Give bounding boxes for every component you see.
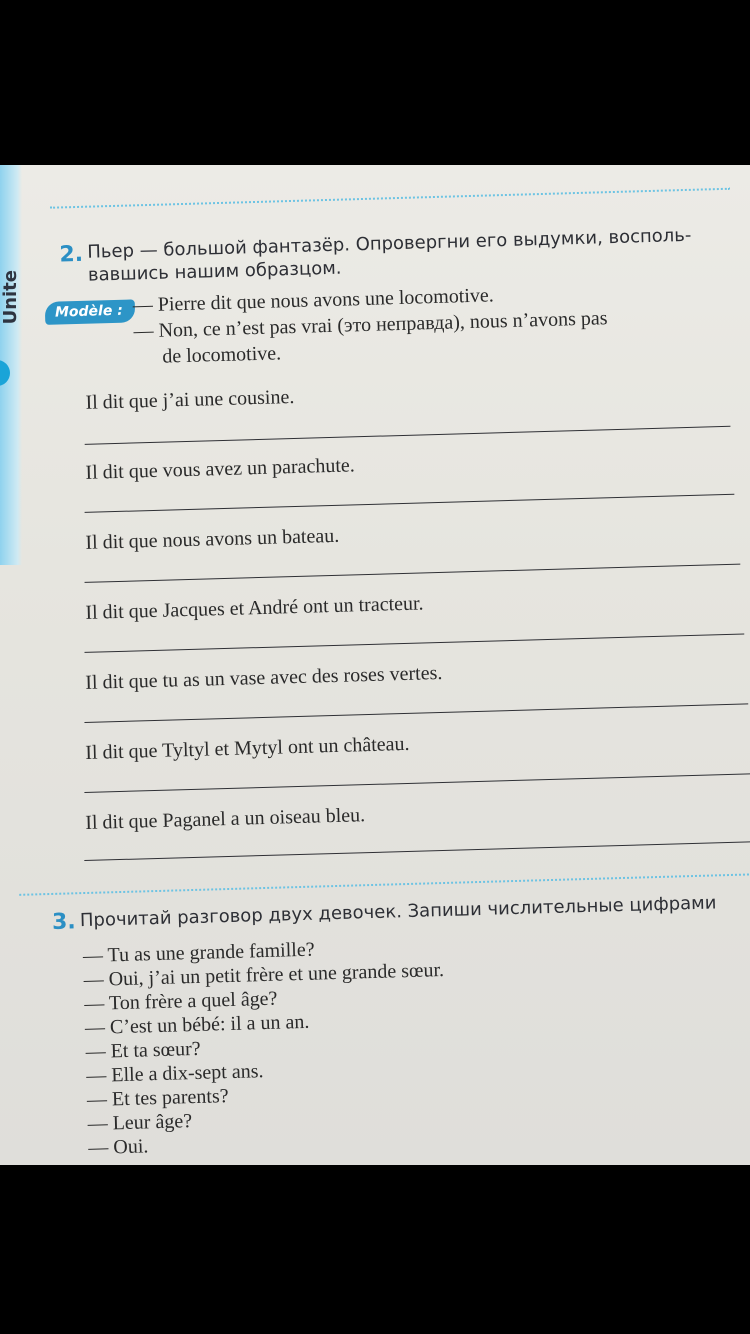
answer-line-6[interactable] [84, 773, 750, 793]
exercise-2-title-line1: Пьер — большой фантазёр. Опровергни его выдумки, восполь- [87, 224, 692, 263]
dialogue-line-6: — Elle a dix-sept ans. [86, 1060, 264, 1088]
model-line-3: de locomotive. [161, 342, 282, 368]
answer-line-4[interactable] [84, 634, 744, 653]
dialogue-line-1: — Tu as une grande famille? [82, 938, 315, 968]
dialogue-line-8: — Leur âge? [87, 1110, 193, 1136]
textbook-page [0, 165, 750, 1165]
answer-line-1[interactable] [85, 426, 731, 445]
dialogue-line-3: — Ton frère a quel âge? [84, 987, 278, 1016]
sentence-2: Il dit que vous avez un parachute. [85, 454, 356, 484]
answer-line-7[interactable] [84, 841, 750, 861]
model-line-1: — Pierre dit que nous avons une locomotive. [132, 284, 495, 317]
sentence-4: Il dit que Jacques et André ont un tracteur. [85, 592, 424, 624]
sentence-7: Il dit que Paganel a un oiseau bleu. [84, 804, 366, 834]
dialogue-line-4: — C’est un bébé: il a un an. [84, 1010, 310, 1040]
exercise-2-title-line2: вавшись нашим образцом. [87, 257, 342, 286]
exercise-3-title: Прочитай разговор двух девочек. Запиши числительные цифрами [79, 892, 717, 932]
dialogue-line-9: — Oui. [88, 1135, 149, 1160]
dialogue-line-7: — Et tes parents? [86, 1085, 229, 1112]
sentence-3: Il dit que nous avons un bateau. [85, 524, 340, 554]
dialogue-line-2: — Oui, j’ai un petit frère et une grande sœur. [83, 959, 445, 992]
dialogue-line-5: — Et ta sœur? [85, 1037, 201, 1064]
exercise-2-number: 2. [59, 241, 84, 268]
sentence-6: Il dit que Tyltyl et Mytyl ont un château. [85, 732, 410, 764]
sentence-5: Il dit que tu as un vase avec des roses vertes. [85, 661, 443, 694]
exercise-3-number: 3. [51, 909, 77, 935]
page-content [0, 165, 750, 1165]
model-line-2: — Non, ce n’est pas vrai (это неправда), nous n’avons pas [133, 307, 608, 343]
sentence-1: Il dit que j’ai une cousine. [85, 385, 295, 414]
answer-line-3[interactable] [85, 564, 741, 583]
unit-tab-label: Unite [0, 270, 21, 325]
answer-line-5[interactable] [84, 703, 748, 723]
model-badge: Modèle : [45, 299, 135, 324]
top-divider [50, 188, 730, 212]
answer-line-2[interactable] [85, 494, 735, 513]
